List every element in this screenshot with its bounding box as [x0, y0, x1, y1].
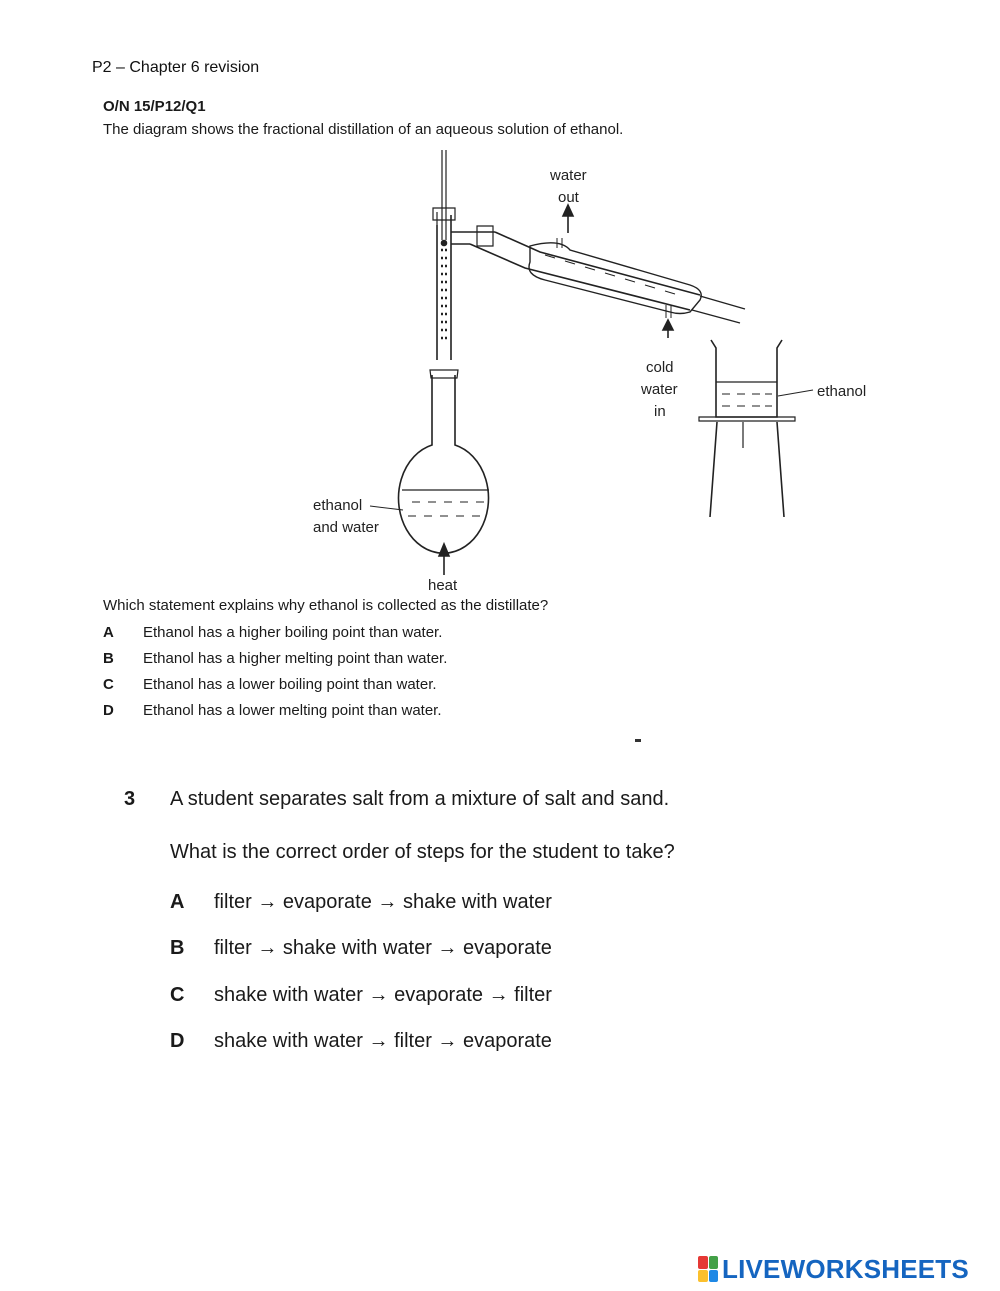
fractionating-column — [437, 215, 451, 360]
tripod — [699, 417, 795, 421]
q2-option-c[interactable]: C shake with water → evaporate → filter — [170, 984, 552, 1006]
logo-text: LIVEWORKSHEETS — [722, 1253, 969, 1284]
distillation-diagram — [0, 0, 1000, 600]
thermometer — [442, 150, 446, 240]
label-water-out-2: out — [558, 189, 579, 206]
label-cold-water-3: in — [654, 403, 666, 420]
question-stem: Which statement explains why ethanol is collected as the distillate? — [103, 597, 549, 614]
label-ethanol-beaker: ethanol — [817, 383, 867, 400]
label-ethanol-and-water-1: ethanol — [313, 497, 363, 514]
logo-icon — [698, 1256, 718, 1282]
stray-mark — [635, 739, 641, 742]
option-c[interactable]: C Ethanol has a lower boiling point than water. — [103, 676, 437, 693]
question-2-ask: What is the correct order of steps for the student to take? — [170, 841, 675, 863]
question-intro: The diagram shows the fractional distillation of an aqueous solution of ethanol. — [103, 121, 624, 138]
label-cold-water-1: cold — [646, 359, 674, 376]
beaker — [711, 340, 782, 417]
option-d[interactable]: D Ethanol has a lower melting point than water. — [103, 702, 442, 719]
label-heat: heat — [428, 577, 458, 594]
page-header: P2 – Chapter 6 revision — [92, 59, 260, 76]
label-ethanol-and-water-2: and water — [313, 519, 379, 536]
liveworksheets-logo — [698, 1254, 969, 1284]
q2-option-d[interactable]: D shake with water → filter → evaporate — [170, 1030, 552, 1052]
question-reference: O/N 15/P12/Q1 — [103, 98, 206, 115]
flask — [399, 375, 489, 553]
label-cold-water-2: water — [641, 381, 678, 398]
option-a[interactable]: A Ethanol has a higher boiling point than water. — [103, 624, 443, 641]
condenser — [470, 232, 700, 310]
label-water-out-1: water — [550, 167, 587, 184]
q2-option-b[interactable]: B filter → shake with water → evaporate — [170, 937, 552, 959]
question-2-stem: A student separates salt from a mixture of salt and sand. — [170, 788, 670, 810]
option-b[interactable]: B Ethanol has a higher melting point than water. — [103, 650, 448, 667]
q2-option-a[interactable]: A filter → evaporate → shake with water — [170, 891, 552, 913]
question-number: 3 — [124, 788, 136, 810]
